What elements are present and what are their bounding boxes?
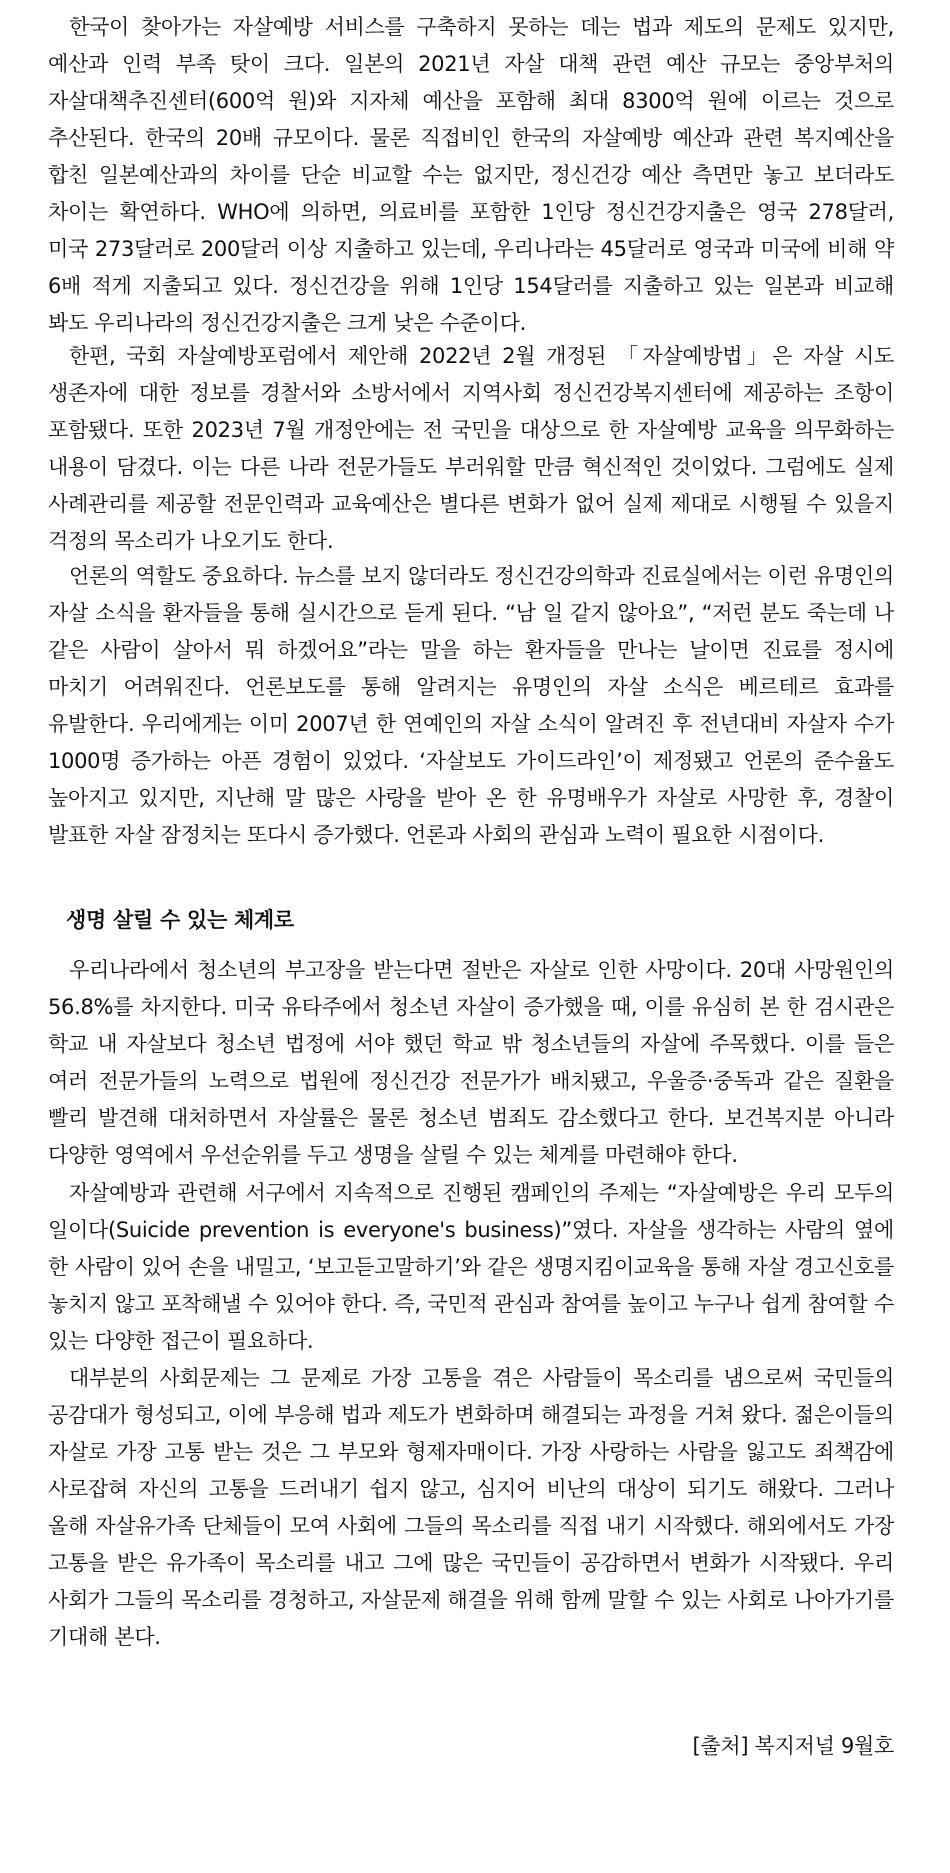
section-heading: 생명 살릴 수 있는 체계로 — [66, 908, 294, 932]
article-paragraph-law: 한편, 국회 자살예방포럼에서 제안해 2022년 2월 개정된 「자살예방법」은 자살 시도 생존자에 대한 정보를 경찰서와 소방서에서 지역사회 정신건강복지센터에 제공하는 조항이 포함됐다. 또한 2023년 7월 개정안에는 전 국민을 대상으로 한 자살예방 교육을 의무화하는 내용이 담겼다. 이는 다른 나라 전문가들도 부러워할 만큼 혁신적인 것이었다. 그럼에도 실제 사례관리를 제공할 전문인력과 교육예산은 별다른 변화가 없어 실제 제대로 시행될 수 있을지 걱정의 목소리가 나오기도 한다. — [48, 344, 894, 553]
article-paragraph-media: 언론의 역할도 중요하다. 뉴스를 보지 않더라도 정신건강의학과 진료실에서는 이런 유명인의 자살 소식을 환자들을 통해 실시간으로 듣게 된다. “남 일 같지 않아요”, “저런 분도 죽는데 나 같은 사람이 살아서 뭐 하겠어요”라는 말을 하는 환자들을 만나는 날이면 진료를 정시에 마치기 어려워진다. 언론보도를 통해 알려지는 유명인의 자살 소식은 베르테르 효과를 유발한다. 우리에게는 이미 2007년 한 연예인의 자살 소식이 알려진 후 전년대비 자살자 수가 1000명 증가하는 아픈 경험이 있었다. ‘자살보도 가이드라인’이 제정됐고 언론의 준수율도 높아지고 있지만, 지난해 말 많은 사랑을 받아 온 한 유명배우가 자살로 사망한 후, 경찰이 발표한 자살 잠정치는 또다시 증가했다. 언론과 사회의 관심과 노력이 필요한 시점이다. — [48, 564, 894, 847]
article-paragraph-youth: 우리나라에서 청소년의 부고장을 받는다면 절반은 자살로 인한 사망이다. 20대 사망원인의 56.8%를 차지한다. 미국 유타주에서 청소년 자살이 증가했을 때, 이를 유심히 본 한 검시관은 학교 내 자살보다 청소년 법정에 서야 했던 학교 밖 청소년들의 자살에 주목했다. 이를 들은 여러 전문가들의 노력으로 법원에 정신건강 전문가가 배치됐고, 우울증·중독과 같은 질환을 빨리 발견해 대처하면서 자살률은 물론 청소년 범죄도 감소했다고 한다. 보건복지분 아니라 다양한 영역에서 우선순위를 두고 생명을 살릴 수 있는 체계를 마련해야 한다. — [48, 958, 894, 1167]
article-paragraph-bereaved: 대부분의 사회문제는 그 문제로 가장 고통을 겪은 사람들이 목소리를 냄으로써 국민들의 공감대가 형성되고, 이에 부응해 법과 제도가 변화하며 해결되는 과정을 거쳐 왔다. 젊은이들의 자살로 가장 고통 받는 것은 그 부모와 형제자매이다. 가장 사랑하는 사람을 잃고도 죄책감에 사로잡혀 자신의 고통을 드러내기 쉽지 않고, 심지어 비난의 대상이 되기도 해왔다. 그러나 올해 자살유가족 단체들이 모여 사회에 그들의 목소리를 직접 내기 시작했다. 해외에서도 가장 고통을 받은 유가족이 목소리를 내고 그에 많은 국민들이 공감하면서 변화가 시작됐다. 우리 사회가 그들의 목소리를 경청하고, 자살문제 해결을 위해 함께 말할 수 있는 사회로 나아가기를 기대해 본다. — [48, 1366, 894, 1649]
source-credit: [출처] 복지저널 9월호 — [692, 1734, 894, 1758]
article-paragraph-budget: 한국이 찾아가는 자살예방 서비스를 구축하지 못하는 데는 법과 제도의 문제도 있지만, 예산과 인력 부족 탓이 크다. 일본의 2021년 자살 대책 관련 예산 규모는 중앙부처의 자살대책추진센터(600억 원)와 지자체 예산을 포함해 최대 8300억 원에 이르는 것으로 추산된다. 한국의 20배 규모이다. 물론 직접비인 한국의 자살예방 예산과 관련 복지예산을 합친 일본예산과의 차이를 단순 비교할 수는 없지만, 정신건강 예산 측면만 놓고 보더라도 차이는 확연하다. WHO에 의하면, 의료비를 포함한 1인당 정신건강지출은 영국 278달러, 미국 273달러로 200달러 이상 지출하고 있는데, 우리나라는 45달러로 영국과 미국에 비해 약 6배 적게 지출되고 있다. 정신건강을 위해 1인당 154달러를 지출하고 있는 일본과 비교해 봐도 우리나라의 정신건강지출은 크게 낮은 수준이다. — [48, 15, 894, 335]
article-paragraph-campaign: 자살예방과 관련해 서구에서 지속적으로 진행된 캠페인의 주제는 “자살예방은 우리 모두의 일이다(Suicide prevention is everyone's business)”였다. 자살을 생각하는 사람의 옆에 한 사람이 있어 손을 내밀고, ‘보고듣고말하기’와 같은 생명지킴이교육을 통해 자살 경고신호를 놓치지 않고 포착해낼 수 있어야 한다. 즉, 국민적 관심과 참여를 높이고 누구나 쉽게 참여할 수 있는 다양한 접근이 필요하다. — [48, 1181, 894, 1353]
